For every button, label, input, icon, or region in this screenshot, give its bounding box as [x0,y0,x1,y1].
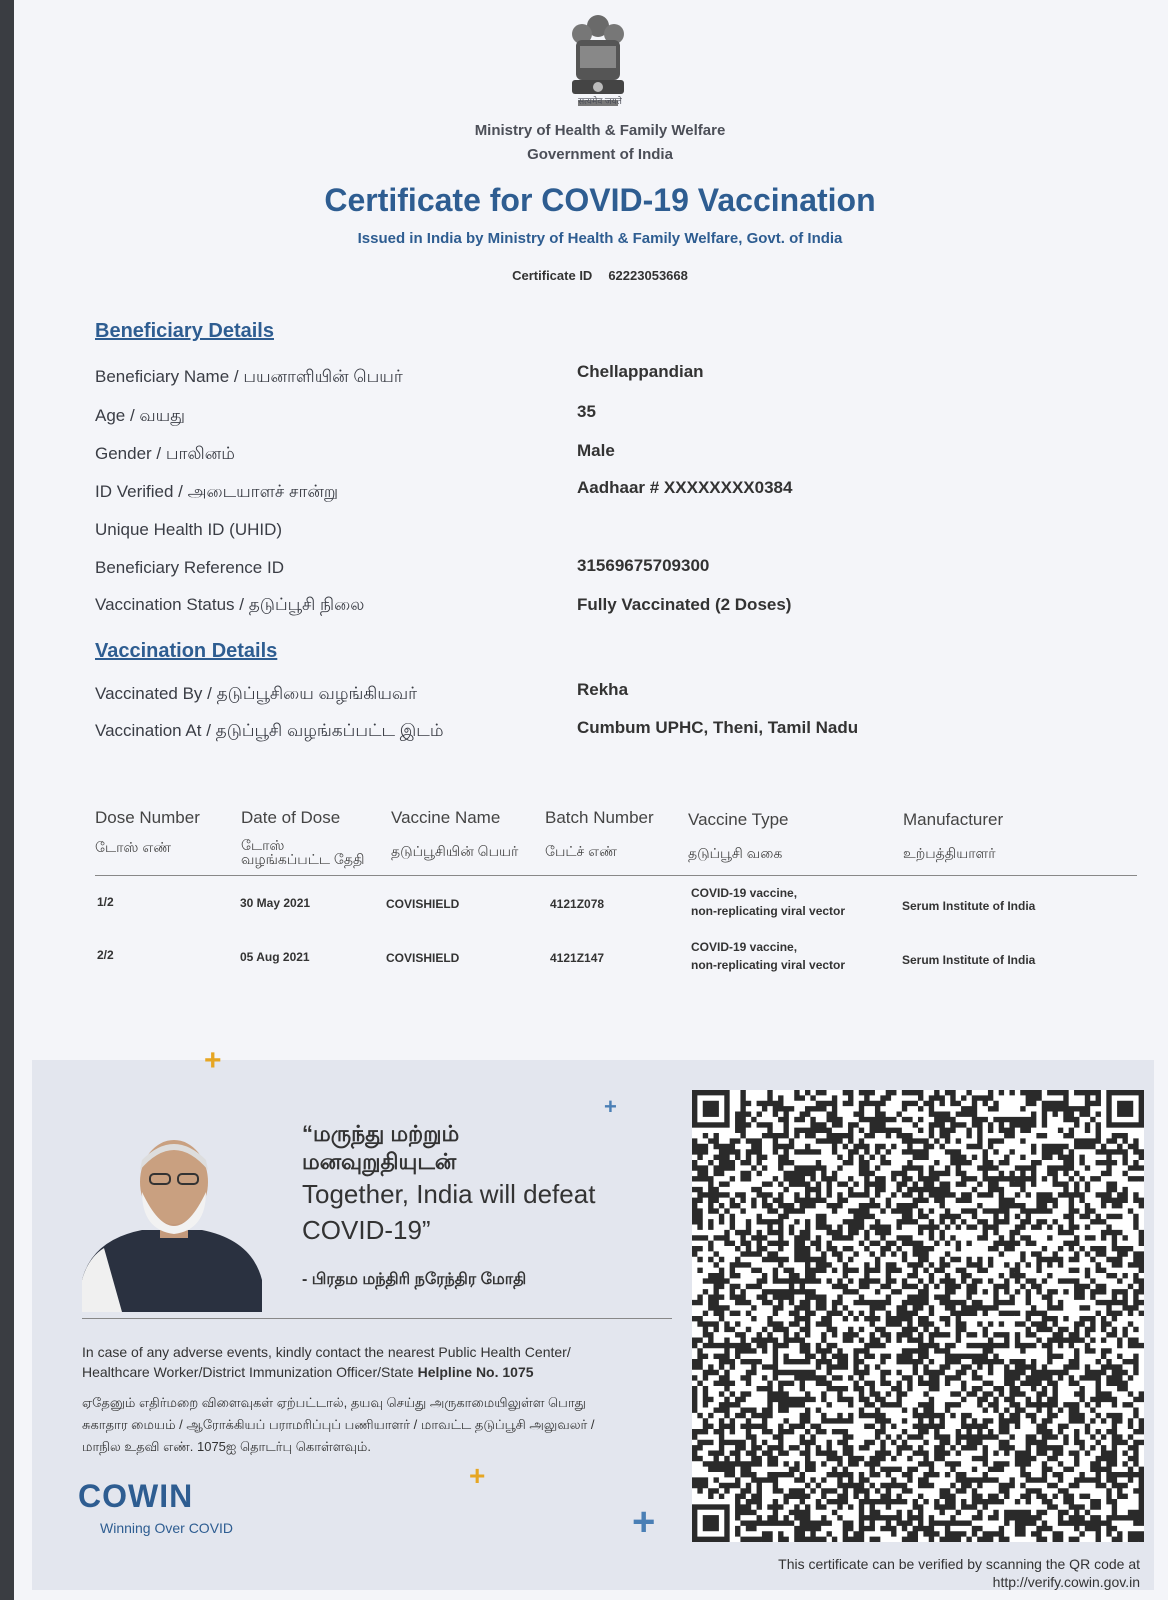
dose-date: 05 Aug 2021 [240,950,310,964]
page-title: Certificate for COVID-19 Vaccination [324,182,876,218]
field-label: Gender / பாலினம் [95,444,235,463]
id-verified-value: Aadhaar # XXXXXXXX0384 [577,478,793,497]
advice-line2-text: Healthcare Worker/District Immunization Officer/State [82,1364,418,1380]
field-label: ID Verified / அடையாளச் சான்று [95,482,339,501]
quote-byline: - பிரதம மந்திரி நரேந்திர மோதி [302,1271,527,1288]
quote-english-line1: Together, India will defeat [302,1179,596,1209]
batch-number: 4121Z078 [550,897,605,911]
field-label: Beneficiary Name / பயனாளியின் பெயர் [95,367,403,386]
plus-icon: + [604,1094,617,1119]
vaccinated-by-value: Rekha [577,680,629,699]
field-label: Age / வயது [95,406,186,425]
advice-ta-line2: சுகாதார மையம் / ஆரோக்கியப் பராமரிப்புப் பணியாளர் / மாவட்ட தடுப்பூசி அலுவலர் / [82,1417,595,1432]
col-header-batch-ta: பேட்ச் எண் [545,843,617,859]
beneficiary-name: Chellappandian [577,362,704,381]
col-header-vaccine-name: Vaccine Name [391,808,501,827]
manufacturer: Serum Institute of India [902,899,1036,913]
cowin-tagline: Winning Over COVID [100,1520,234,1536]
helpline-number: Helpline No. 1075 [417,1364,534,1380]
plus-icon: + [469,1460,486,1491]
certificate-id-label: Certificate ID [512,268,593,283]
qr-finder-pattern [695,1093,727,1125]
batch-number: 4121Z147 [550,951,605,965]
gender-value: Male [577,441,615,460]
emblem-caption: सत्यमेव जयते [578,96,622,106]
adverse-event-advice-tamil [82,1392,652,1458]
government-name: Government of India [527,146,673,163]
vaccination-at-value: Cumbum UPHC, Theni, Tamil Nadu [577,718,859,737]
plus-icon: + [632,1500,656,1544]
vaccine-type-line2: non-replicating viral vector [691,958,846,972]
col-header-batch: Batch Number [545,808,654,827]
col-header-vaccine-name-ta: தடுப்பூசியின் பெயர் [391,843,519,859]
qr-finder-pattern [1109,1093,1141,1125]
vaccine-type-line1: COVID-19 vaccine, [691,940,798,954]
vaccine-name: COVISHIELD [386,951,460,965]
advice-line1: In case of any adverse events, kindly contact the nearest Public Health Center/ [82,1344,571,1360]
certificate-id [400,268,800,283]
vaccination-heading: Vaccination Details [95,640,278,662]
advice-line2 [82,1362,652,1382]
manufacturer: Serum Institute of India [902,953,1036,967]
dose-date: 30 May 2021 [240,896,311,910]
prime-minister-portrait [82,1130,262,1312]
vaccine-type-line1: COVID-19 vaccine, [691,886,798,900]
field-label: Beneficiary Reference ID [95,558,284,577]
page-subtitle: Issued in India by Ministry of Health & Family Welfare, Govt. of India [357,230,843,247]
pm-quote [302,1120,595,1248]
advice-ta-line1: ஏதேனும் எதிர்மறை விளைவுகள் ஏற்பட்டால், தயவு செய்து அருகாமையிலுள்ள பொது [82,1395,586,1410]
col-header-dose-ta: டோஸ் எண் [95,839,172,855]
qr-modules [692,1090,1144,1542]
col-header-type-ta: தடுப்பூசி வகை [688,845,783,861]
col-header-dose: Dose Number [95,808,200,827]
col-header-type: Vaccine Type [688,810,789,829]
col-header-manufacturer: Manufacturer [903,810,1004,829]
field-label: Vaccination At / தடுப்பூசி வழங்கப்பட்ட இடம் [95,721,444,740]
qr-code[interactable] [692,1090,1144,1542]
reference-id-value: 31569675709300 [577,556,710,575]
ministry-name: Ministry of Health & Family Welfare [474,122,726,139]
beneficiary-heading: Beneficiary Details [95,320,274,342]
verify-line1: This certificate can be verified by scanning the QR code at [778,1556,1140,1572]
quote-english-line2: COVID-19” [302,1215,431,1245]
col-header-date: Date of Dose [241,808,341,827]
adverse-event-advice [82,1342,652,1382]
col-header-manufacturer-ta: உற்பத்தியாளர் [903,845,996,861]
qr-finder-pattern [695,1507,727,1539]
quote-tamil-line2: மனவுறுதியுடன் [302,1149,457,1174]
field-label: Unique Health ID (UHID) [95,520,283,539]
field-label: Vaccination Status / தடுப்பூசி நிலை [95,595,365,614]
vaccination-status-value: Fully Vaccinated (2 Doses) [577,595,792,614]
vaccine-type-line2: non-replicating viral vector [691,904,846,918]
verify-url[interactable]: http://verify.cowin.gov.in [992,1574,1140,1590]
table-divider [95,875,1137,876]
verification-note [700,1555,1140,1591]
advice-ta-line3: மாநில உதவி எண். 1075ஐ தொடர்பு கொள்ளவும். [82,1439,371,1454]
col-header-date-ta: டோஸ் வழங்கப்பட்ட தேதி [241,837,365,867]
certificate-id-value: 62223053668 [608,268,688,283]
quote-tamil-line1: “மருந்து மற்றும் [302,1121,460,1146]
plus-icon: + [204,1044,222,1077]
dose-number: 1/2 [97,895,114,909]
vaccine-name: COVISHIELD [386,897,460,911]
banner-divider [82,1318,672,1319]
age-value: 35 [577,402,596,421]
cowin-logo: COWIN [78,1478,194,1514]
field-label: Vaccinated By / தடுப்பூசியை வழங்கியவர் [95,684,418,703]
dose-number: 2/2 [97,948,114,962]
